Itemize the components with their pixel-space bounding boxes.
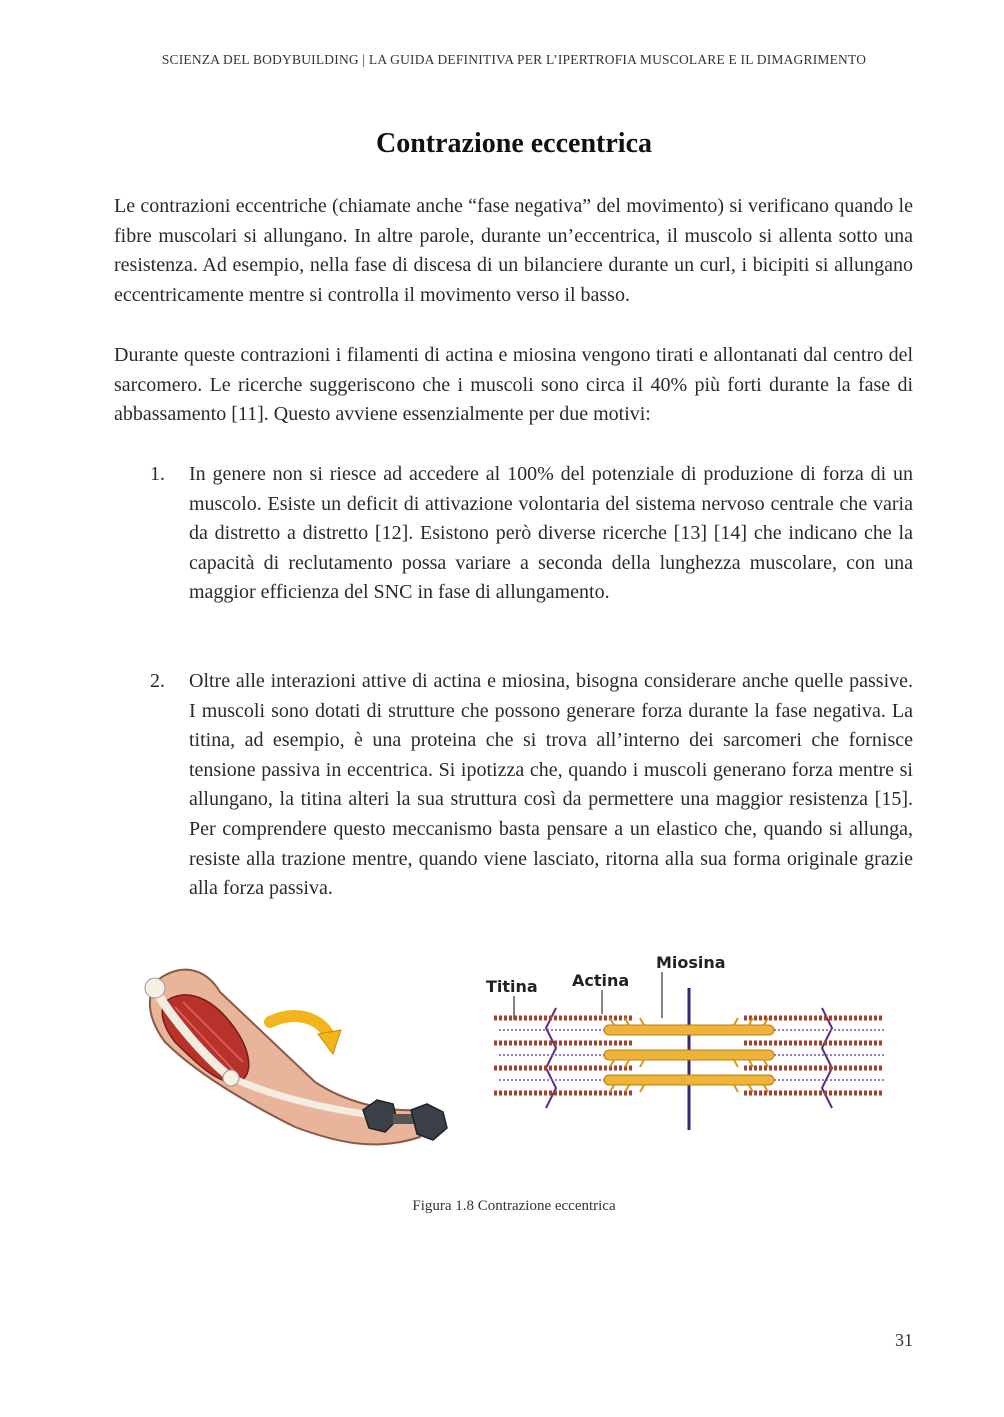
- sarcomere-diagram: [484, 948, 894, 1138]
- paragraph-actin-myosin: Durante queste contrazioni i filamenti di actina e miosina vengono tirati e allontanati dal centro del sarcomero. Le ricerche suggeriscono che i muscoli sono circa il 40% più forti durante la fase di abbassamento [11]. Questo avviene essenzialmente per due motivi:: [114, 344, 913, 426]
- list-text: In genere non si riesce ad accedere al 100% del potenziale di produzione di forza di un muscolo. Esiste un deficit di attivazione volontaria del sistema nervoso centrale che varia da distretto a distretto [12]. Esistono però diverse ricerche [13] [14] che indicano che la capacità di reclutamento possa variare a seconda della lunghezza muscolare, con una maggior efficienza del SNC in fase di allungamento.: [189, 463, 913, 604]
- paragraph-intro: Le contrazioni eccentriche (chiamate anche “fase negativa” del movimento) si verificano quando le fibre muscolari si allungano. In altre parole, durante un’eccentrica, il muscolo si allenta sotto una resistenza. Ad esempio, nella fase di discesa di un bilanciere durante un curl, i bicipiti si allungano eccentricamente mentre si controlla il movimento verso il basso.: [114, 195, 913, 306]
- arm-curl-illustration: [135, 962, 460, 1162]
- label-miosina: Miosina: [656, 953, 726, 972]
- section-title: Contrazione eccentrica: [376, 128, 652, 159]
- figure-caption: Figura 1.8 Contrazione eccentrica: [412, 1198, 616, 1214]
- running-header: SCIENZA DEL BODYBUILDING | LA GUIDA DEFINITIVA PER L’IPERTROFIA MUSCOLARE E IL DIMAGRIMENTO: [161, 52, 867, 67]
- label-actina: Actina: [572, 971, 630, 990]
- page-number: 31: [895, 1330, 913, 1350]
- label-titina: Titina: [486, 977, 538, 996]
- list-number: 2.: [150, 670, 165, 692]
- list-text: Oltre alle interazioni attive di actina e miosina, bisogna considerare anche quelle passive. I muscoli sono dotati di strutture che possono generare forza durante la fase negativa. La titina, ad esempio, è una proteina che si trova all’interno dei sarcomeri che fornisce tensione passiva in eccentrica. Si ipotizza che, quando i muscoli generano forza mentre si allungano, la titina alteri la sua struttura così da permettere una maggior resistenza [15]. Per comprendere questo meccanismo basta pensare a un elastico che, quando si allunga, resiste alla trazione mentre, quando viene lasciato, ritorna alla sua forma originale grazie alla forza passiva.: [189, 670, 913, 900]
- list-number: 1.: [150, 463, 165, 485]
